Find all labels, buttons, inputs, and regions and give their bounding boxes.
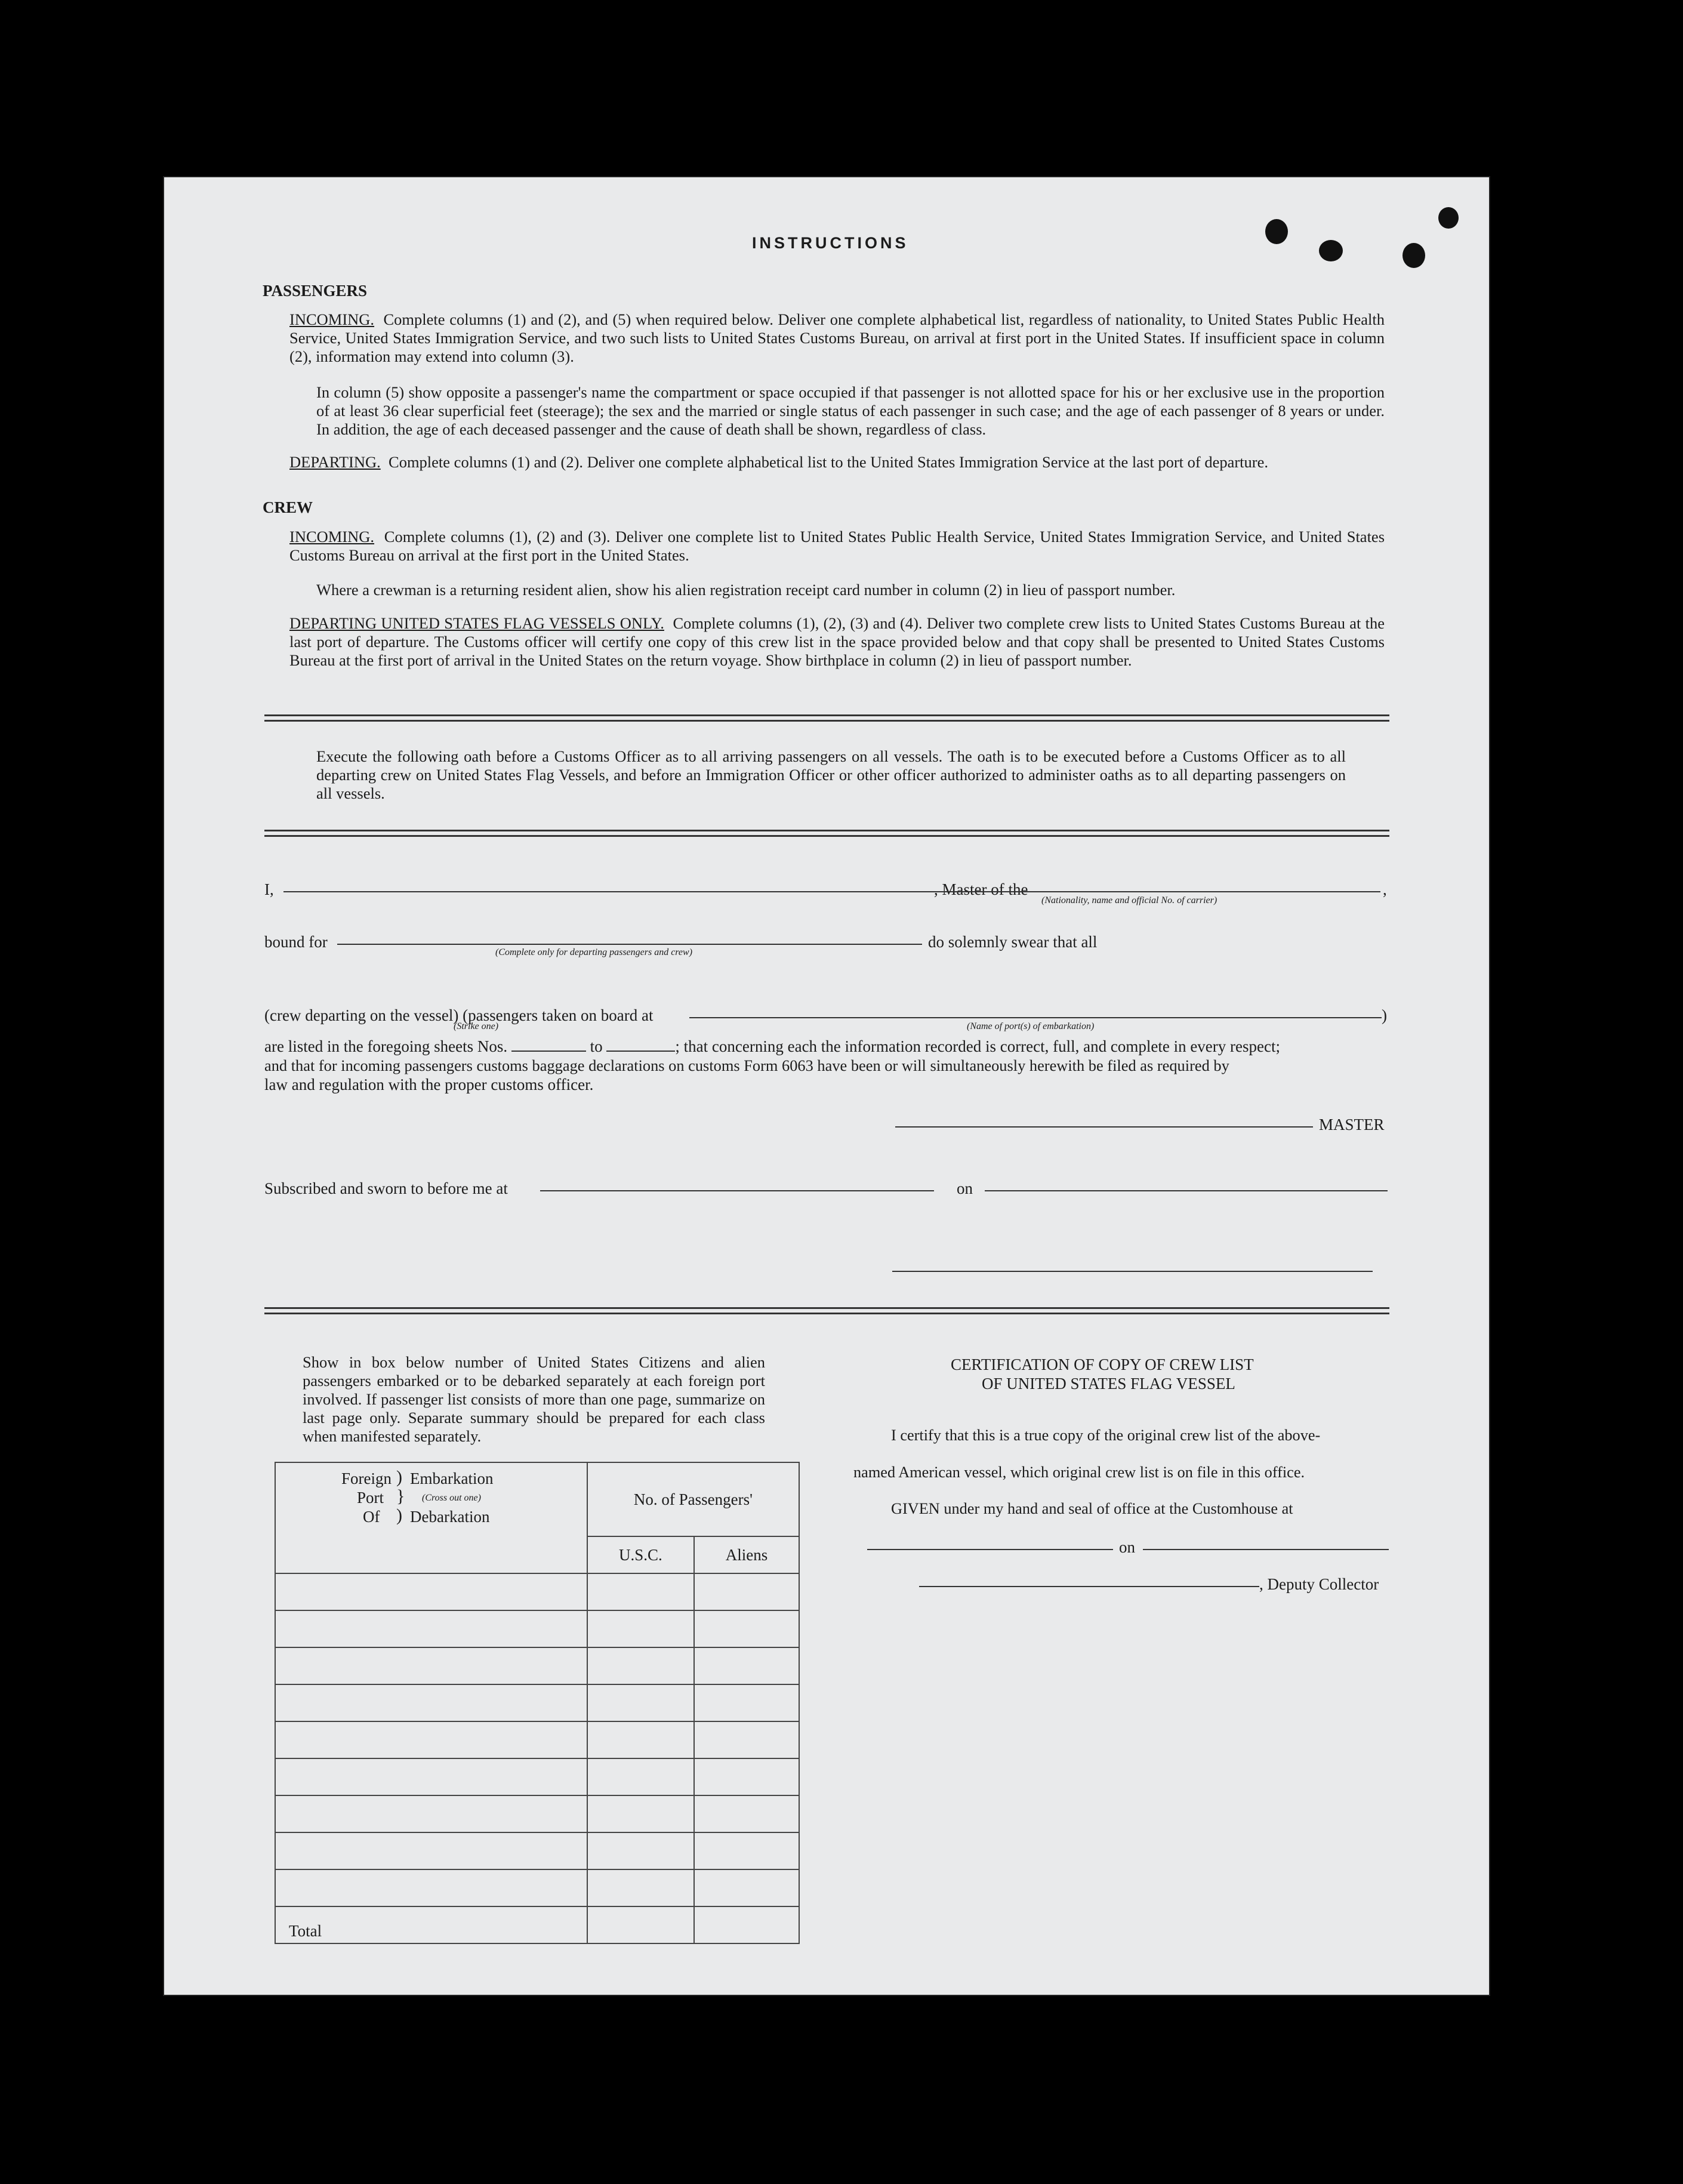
port-header-cell	[275, 1462, 587, 1573]
table-row[interactable]	[275, 1721, 587, 1758]
carrier-field[interactable]	[921, 891, 1380, 892]
aliens-header: Aliens	[694, 1536, 799, 1573]
total-row-label	[275, 1906, 587, 1943]
sheet-from-field[interactable]	[511, 1051, 586, 1052]
incoming-text: Complete columns (1) and (2), and (5) when required below. Deliver one complete alphabetical list, regardless of nationality, to United States Public Health Service, United States Immigration Service, and two such lists to United States Customs Bureau, on arrival at first port in the United States. If insufficient space in column (2), information may extend into column (3).	[289, 310, 1385, 365]
listed-line3: law and regulation with the proper customs officer.	[264, 1076, 594, 1093]
subscribed-label: Subscribed and sworn to before me at	[264, 1179, 508, 1197]
divider	[264, 830, 1389, 837]
table-row[interactable]	[275, 1647, 587, 1684]
col-port: Port	[357, 1489, 384, 1507]
listed-prefix: are listed in the foregoing sheets Nos.	[264, 1037, 508, 1055]
crew-departing-label-oath: (crew departing on the vessel) (passengers taken on board at	[264, 1006, 654, 1024]
table-row[interactable]	[275, 1869, 587, 1906]
oath-instructions: Execute the following oath before a Customs Officer as to all arriving passengers on all vessels. The oath is to be executed before a Customs Officer as to all departing crew on United States Flag Vessels, and before an Immigration Officer or other officer authorized to administer oaths as to all departing passengers on all vessels.	[316, 747, 1346, 802]
ports-field[interactable]	[689, 1017, 1382, 1018]
table-row[interactable]	[275, 1758, 587, 1795]
punch-hole	[1438, 207, 1459, 229]
sworn-place-field[interactable]	[540, 1190, 934, 1191]
page-title: INSTRUCTIONS	[752, 234, 909, 252]
bound-caption: (Complete only for departing passengers and crew)	[495, 947, 693, 957]
cert-line-1: I certify that this is a true copy of the original crew list of the above-	[891, 1427, 1321, 1444]
cert-title-1: CERTIFICATION OF COPY OF CREW LIST	[951, 1356, 1254, 1373]
punch-hole	[1402, 243, 1425, 268]
passengers-departing	[289, 453, 1385, 472]
passengers-column5: In column (5) show opposite a passenger's name the compartment or space occupied if that passenger is not allotted space for his or her exclusive use in the proportion of at least 36 clear superficial feet (steerage); the sex and the married or single status of each passenger in such case; and the age of each passenger of 8 years or under. In addition, the age of each deceased passenger and the cause of death shall be shown, regardless of class.	[316, 383, 1385, 438]
crew-departing	[289, 614, 1385, 670]
bound-for-field[interactable]	[337, 944, 922, 945]
total-aliens[interactable]	[694, 1906, 799, 1943]
divider	[264, 714, 1389, 722]
punch-hole	[1319, 240, 1343, 261]
form-sheet	[164, 177, 1489, 1995]
brace-icon: ) } )	[396, 1467, 405, 1525]
sheet-to-field[interactable]	[606, 1051, 675, 1052]
crew-incoming-text: Complete columns (1), (2) and (3). Deliver one complete list to United States Public Health Service, United States Immigration Service, and United States Customs Bureau on arrival at the first port in the United States.	[289, 528, 1385, 564]
ports-caption: (Name of port(s) of embarkation)	[967, 1021, 1095, 1031]
table-row[interactable]	[275, 1573, 587, 1610]
sworn-on-label: on	[957, 1179, 973, 1197]
oath-trailing-comma: ,	[1383, 880, 1387, 898]
table-row[interactable]	[275, 1684, 587, 1721]
bound-for-label: bound for	[264, 933, 328, 951]
punch-hole	[1265, 219, 1288, 244]
passengers-incoming	[289, 310, 1385, 366]
listed-rest: ; that concerning each the information recorded is correct, full, and complete in every respect;	[675, 1037, 1280, 1055]
listed-line2: and that for incoming passengers customs baggage declarations on customs Form 6063 have been or will simultaneously herewith be filed as required by	[264, 1056, 1229, 1074]
col-cross: (Cross out one)	[422, 1493, 481, 1503]
master-label: MASTER	[1319, 1116, 1385, 1133]
departing-label: DEPARTING.	[289, 453, 381, 471]
deputy-label: , Deputy Collector	[1259, 1575, 1379, 1593]
cert-line-2: named American vessel, which original crew list is on file in this office.	[853, 1464, 1305, 1481]
strike-one-caption: (Strike one)	[454, 1021, 499, 1031]
solemnly-swear-label: do solemnly swear that all	[928, 933, 1098, 951]
crew-incoming	[289, 528, 1385, 565]
total-label: Total	[289, 1922, 322, 1940]
incoming-label: INCOMING.	[289, 310, 375, 328]
col-embarkation: Embarkation	[410, 1470, 494, 1487]
total-usc[interactable]	[587, 1906, 694, 1943]
summary-instructions: Show in box below number of United States Citizens and alien passengers embarked or to be debarked separately at each foreign port involved. If passenger list consists of more than one page, summarize on last page only. Separate summary should be prepared for each class when manifested separately.	[303, 1353, 765, 1445]
listed-line	[264, 1037, 1386, 1056]
no-passengers-header: No. of Passengers'	[587, 1462, 799, 1536]
carrier-caption: (Nationality, name and official No. of carrier)	[1041, 895, 1217, 905]
listed-to: to	[590, 1037, 603, 1055]
crew-departing-label: DEPARTING UNITED STATES FLAG VESSELS ONLY.	[289, 614, 664, 632]
officer-signature-field[interactable]	[892, 1271, 1373, 1272]
cert-title-2: OF UNITED STATES FLAG VESSEL	[982, 1375, 1235, 1393]
crew-incoming-label: INCOMING.	[289, 528, 375, 546]
col-of: Of	[363, 1508, 380, 1526]
col-foreign: Foreign	[341, 1470, 392, 1487]
master-of-the-label: , Master of the	[934, 880, 1028, 898]
divider	[264, 1307, 1389, 1314]
usc-header: U.S.C.	[587, 1536, 694, 1573]
master-name-field[interactable]	[283, 891, 934, 892]
table-row[interactable]	[275, 1610, 587, 1647]
passenger-summary-table	[275, 1462, 800, 1944]
cert-date-field[interactable]	[1143, 1549, 1389, 1550]
crew-heading: CREW	[263, 498, 313, 516]
oath-i-label: I,	[264, 880, 274, 898]
cert-line-3: GIVEN under my hand and seal of office at the Customhouse at	[891, 1500, 1293, 1517]
table-row[interactable]	[275, 1832, 587, 1869]
departing-text: Complete columns (1) and (2). Deliver one complete alphabetical list to the United States Immigration Service at the last port of departure.	[389, 453, 1269, 471]
sworn-date-field[interactable]	[985, 1190, 1388, 1191]
passengers-heading: PASSENGERS	[263, 282, 368, 300]
crew-resident: Where a crewman is a returning resident alien, show his alien registration receipt card number in column (2) in lieu of passport number.	[316, 581, 1176, 599]
master-signature-field[interactable]	[895, 1126, 1313, 1128]
cert-on-label: on	[1119, 1538, 1135, 1556]
oath-close-paren: )	[1382, 1006, 1387, 1024]
table-row[interactable]	[275, 1795, 587, 1832]
customhouse-field[interactable]	[867, 1549, 1113, 1550]
deputy-signature-field[interactable]	[919, 1586, 1259, 1587]
col-debarkation: Debarkation	[410, 1508, 490, 1526]
crew-departing-text: Complete columns (1), (2), (3) and (4). Deliver two complete crew lists to United States Customs Bureau at the last port of departure. The Customs officer will certify one copy of this crew list in the space provided below and that copy shall be presented to United States Customs Bureau at the first port of arrival in the United States on the return voyage. Show birthplace in column (2) in lieu of passport number.	[289, 614, 1385, 669]
